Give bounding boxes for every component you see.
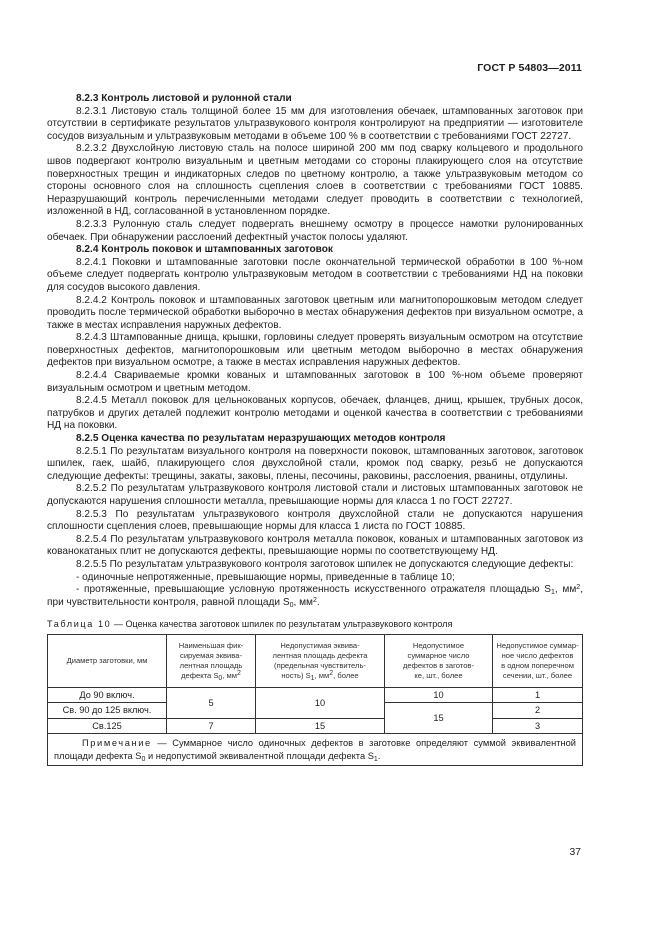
list-item-part: , при чувствительности контроля, равной площади S — [47, 584, 583, 608]
list-item-part: 2 — [313, 596, 317, 604]
list-item — [47, 584, 583, 609]
paragraph: 8.2.5.1 По результатам визуального контроля на поверхности поковок, штампованных заготовок, заготовок шпилек, гаек, шайб, плакирующего слоя двухслойной стали, кромок под сварку, резьб не допускаются следующие дефекты: трещины, закаты, заковы, плены, песочины, раковины, расслоения, рванины, отдулины. — [47, 445, 583, 482]
cell-s0: 5 — [167, 687, 256, 718]
paragraph-list — [47, 93, 583, 609]
section-heading: 8.2.3 Контроль листовой и рулонной стали — [76, 93, 292, 104]
list-item-part: - протяженные, превышающие условную протяженность искусственного отражателя площадью S — [76, 584, 551, 596]
section-heading: 8.2.5 Оценка качества по результатам неразрушающих методов контроля — [76, 433, 446, 445]
header-s0-line4a: дефекта S — [181, 670, 219, 680]
list-item-part: 2 — [576, 584, 581, 592]
document-body — [47, 93, 583, 766]
paragraph: 8.2.4.4 Свариваемые кромки кованых и штампованных заготовок в 100 %-ном объеме проверяют визуальным осмотром и цветным методом. — [47, 370, 583, 394]
table-header-row — [48, 634, 583, 687]
cell-diameter: До 90 включ. — [48, 687, 167, 703]
cell-s0: 7 — [167, 718, 256, 734]
header-section-line4: сечении, шт., более — [502, 670, 573, 680]
header-s1-sup: 2 — [329, 669, 334, 677]
header-s0-line3: лентная площадь — [179, 660, 243, 670]
header-total-line2: суммарное число — [407, 650, 470, 660]
cell-s1: 10 — [256, 687, 385, 718]
table-row — [48, 687, 583, 703]
cell-section: 2 — [493, 703, 583, 719]
paragraph: 8.2.4.2 Контроль поковок и штампованных заготовок цветным или магнитопорошковым методом следует проводить после термической обработки выборочно в местах обнаружения дефектов при визуальном осмотре, а также в местах исправления наружных дефектов. — [47, 294, 583, 331]
paragraph: 8.2.4.5 Металл поковок для цельнокованых корпусов, обечаек, фланцев, днищ, крышек, трубных досок, патрубков и других деталей подлежит контролю методами и оценкой качества в соответствии с требованиями НД на поковки. — [47, 395, 583, 432]
header-s1-line3: (предельная чувствитель- — [274, 660, 366, 670]
header-s1-line2: лентная площадь дефекта — [272, 650, 368, 660]
header-s0-sup: 2 — [237, 669, 241, 677]
table-note-row — [48, 734, 583, 766]
defects-table — [47, 634, 583, 767]
cell-diameter: Св.125 — [48, 718, 167, 734]
paragraph: 8.2.5.4 По результатам ультразвукового контроля металла поковок, кованых и штампованных заготовок из кованокатаных плит не допускаются дефекты, превышающие нормы по соответствующему НД. — [47, 533, 583, 558]
list-item-part: , мм — [293, 596, 313, 608]
page-number: 37 — [569, 847, 581, 858]
table-caption-text: — Оценка качества заготовок шпилек по результатам ультразвукового контроля — [111, 619, 453, 630]
header-s0 — [167, 634, 256, 687]
cell-total: 10 — [385, 687, 493, 703]
cell-section: 3 — [493, 718, 583, 734]
document-reference: ГОСТ Р 54803—2011 — [477, 62, 582, 74]
header-total — [385, 634, 493, 687]
header-s1-line1: Недопустимая эквива- — [280, 640, 360, 650]
list-item-part: 0 — [289, 601, 294, 609]
paragraph: 8.2.4.1 Поковки и штампованные заготовки после окончательной термической обработки в 100 %-ном объеме следует подвергать контролю ультразвуковым методом в соответствии с требованиями НД на поковки для сосудов высокого давления. — [47, 256, 583, 293]
note-text-1: — Суммарное число одиночных дефектов в заготовке определяют суммой эквивалентной площади дефекта S — [54, 738, 576, 761]
header-s1-line4b: , мм — [314, 670, 330, 680]
cell-diameter: Св. 90 до 125 включ. — [48, 703, 167, 719]
header-s0-sub: 0 — [218, 674, 223, 682]
note-sub-1: 0 — [141, 755, 146, 763]
paragraph: 8.2.5.3 По результатам ультразвукового контроля двухслойной стали не допускаются нарушения сплошности сцепления слоев, превышающие нормы для класса 1 листа по ГОСТ 10885. — [47, 508, 583, 533]
header-s0-line1: Наименьшая фик- — [178, 640, 244, 650]
header-total-line4: ке, шт., более — [414, 670, 463, 680]
header-s1-line4c: , более — [333, 670, 359, 680]
cell-s1: 15 — [256, 718, 385, 734]
paragraph: 8.2.4.3 Штампованные днища, крышки, горловины следует проверять визуальным осмотром на отсутствие поверхностных дефектов, магнитопорошковым или цветным методом выборочно в местах обнаружения дефектов при визуальном осмотре, а также в местах исправления наружных дефектов. — [47, 332, 583, 369]
paragraph: 8.2.3.1 Листовую сталь толщиной более 15 мм для изготовления обечаек, штампованных заготовок при отсутствии в сертификате результатов ультразвукового контроля контролируют на предприятии — изготовителе сосудов визуальным и ультразвуковым методами в объеме 100 % в соответствии с требованиями ГОСТ 22727. — [47, 105, 583, 142]
list-item-part: , мм — [554, 584, 577, 596]
table-caption — [47, 618, 583, 631]
list-item-part: 1 — [551, 589, 555, 597]
header-s1 — [256, 634, 385, 687]
paragraph: 8.2.3.2 Двухслойную листовую сталь на полосе шириной 200 мм под сварку кольцевого и продольного швов подвергают контролю визуальным и цветным методами со стороны плакирующего слоя на отсутствие поверхностных трещин и индикаторных следов по цветному контролю, а также ультразвуковым методом со стороны основного слоя на сплошность сцепления слоев в соответствии с требованиями ГОСТ 10885. Неразрушающий контроль перечисленными методами следует проводить в соответствии с технологией, изложенной в НД, согласованной в установленном порядке. — [47, 143, 583, 218]
header-section — [493, 634, 583, 687]
paragraph: 8.2.5.5 По результатам ультразвукового контроля заготовок шпилек не допускаются следующие дефекты: — [76, 558, 574, 570]
paragraph: 8.2.3.3 Рулонную сталь следует подвергать внешнему осмотру в процессе намотки рулонированных обечаек. При обнаружении расслоений дефектный участок полосы удаляют. — [47, 218, 583, 243]
header-diameter: Диаметр заготовки, мм — [48, 634, 167, 687]
list-item-part: . — [316, 596, 320, 608]
list-item: - одиночные непротяженные, превышающие нормы, приведенные в таблице 10; — [76, 571, 455, 583]
header-s0-line4b: , мм — [222, 670, 237, 680]
cell-section: 1 — [493, 687, 583, 703]
table-row — [48, 718, 583, 734]
header-total-line1: Недопустимое — [412, 640, 465, 650]
note-text-2: и недопустимой эквивалентной площади дефекта S — [145, 750, 374, 761]
cell-total: 15 — [385, 703, 493, 734]
header-s1-sub: 1 — [310, 674, 315, 682]
header-section-line3: в одном поперечном — [501, 660, 574, 670]
table-note — [48, 734, 583, 766]
note-text-3: . — [377, 750, 381, 761]
header-s0-line2: сируемая эквива- — [180, 650, 242, 660]
note-label: Примечание — [82, 738, 152, 749]
paragraph: 8.2.5.2 По результатам ультразвукового контроля листовой стали и листовых штампованных заготовок не допускаются нарушения сплошности металла, превышающие нормы для класса 1 по ГОСТ 22727. — [47, 483, 583, 507]
header-section-line1: Недопустимое суммар- — [496, 640, 579, 650]
note-sub-2: 1 — [373, 755, 378, 763]
header-total-line3: дефектов в заготов- — [403, 660, 474, 670]
table-caption-label: Таблица 10 — [47, 619, 112, 630]
header-s1-line4a: ность) S — [281, 670, 311, 680]
header-section-line2: ное число дефектов — [501, 650, 574, 660]
section-heading: 8.2.4 Контроль поковок и штампованных заготовок — [76, 244, 333, 256]
